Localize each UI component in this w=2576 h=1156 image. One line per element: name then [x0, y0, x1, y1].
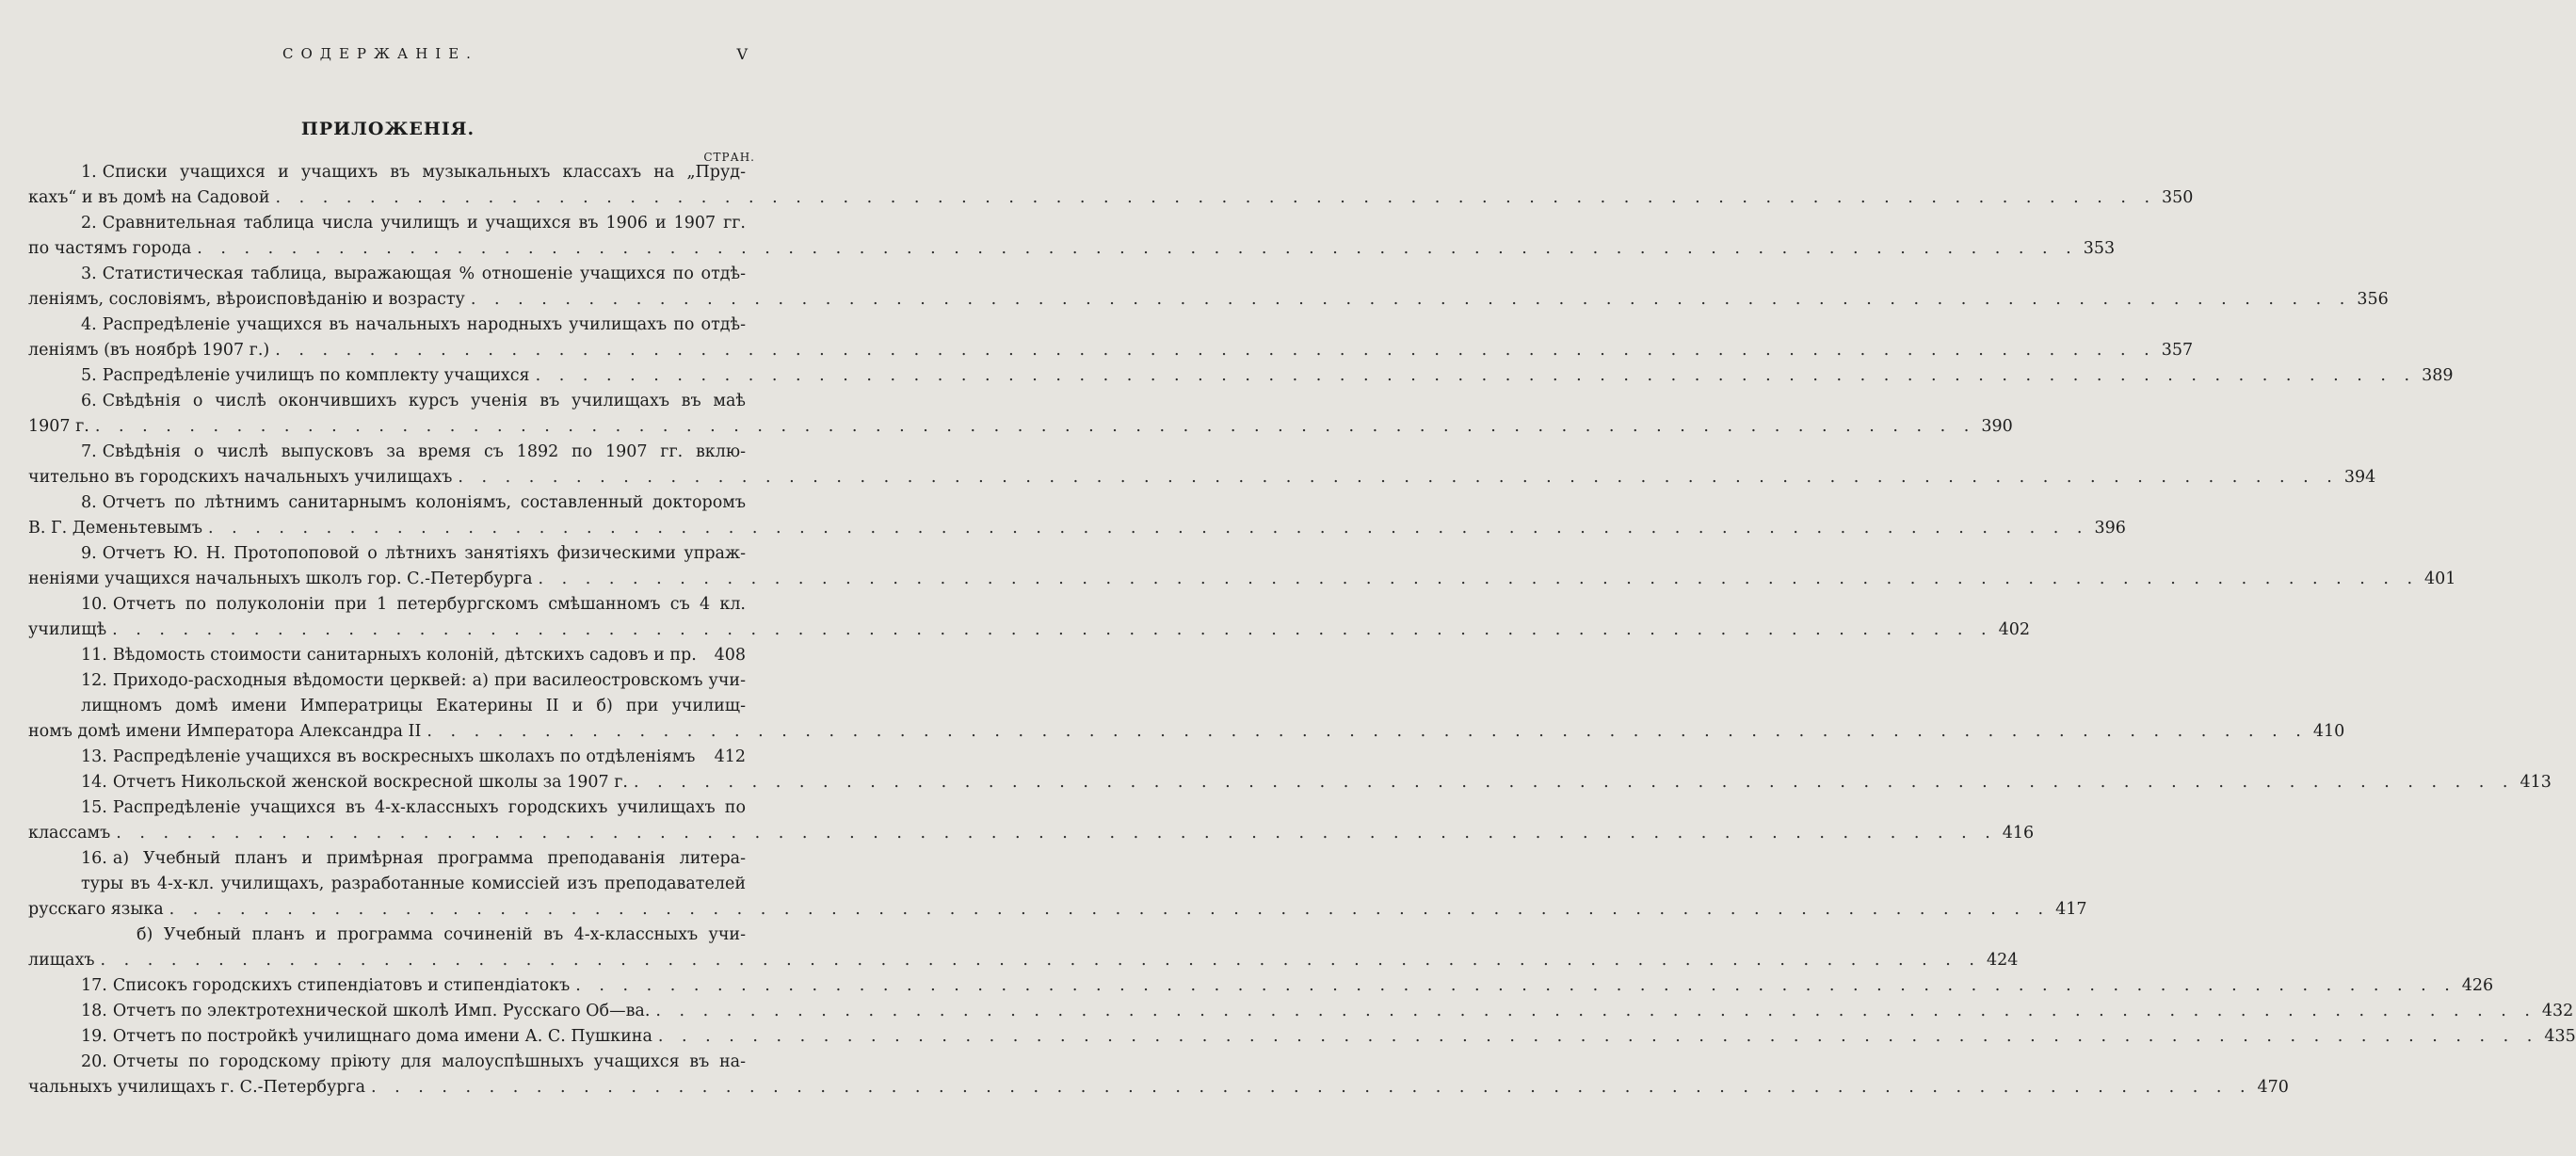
entry-last-text: В. Г. Деменьтевымъ [28, 519, 203, 538]
entry-text-line: 12. Приходо-расходныя вѣдомости церквей: а) при василеостровскомъ учи- [81, 671, 746, 690]
entry-last-line [28, 618, 2031, 643]
entry-number: 12. [81, 671, 107, 690]
entry-page-number: 426 [2461, 976, 2494, 995]
entry-last-text: классамъ [28, 824, 111, 843]
entry-last-line [28, 516, 2126, 541]
entry-page-number: 353 [2083, 239, 2116, 258]
table-of-contents [28, 160, 2576, 1100]
entry-text-line: 8. Отчетъ по лѣтнимъ санитарнымъ колоніямъ, составленный докторомъ [81, 493, 746, 512]
entry-last-line [28, 567, 2456, 592]
entry-last-line [28, 973, 2494, 999]
dot-leader: . . . . . . . . . . . . . . . . . . . . . . . . . . . . . . . . . . . . . . . . . . . . . . . . . . . . . . . . . . . . . . . . . . . . . . . . . . . . . . . . [116, 824, 1997, 843]
entry-text-line: 3. Статистическая таблица, выражающая % отношеніе учащихся по отдѣ- [81, 265, 746, 283]
entry-text-line: 6. Свѣдѣнія о числѣ окончившихъ курсъ ученія въ училищахъ въ маѣ [81, 392, 746, 410]
dot-leader: . . . . . . . . . . . . . . . . . . . . . . . . . . . . . . . . . . . . . . . . . . . . . . . . . . . . . . . . . . . . . . . . . . . . . . . . . . . . . . . . [427, 722, 2308, 741]
entry-last-text: русскаго языка [28, 900, 164, 919]
entry-number: 9. [81, 544, 97, 563]
dot-leader: . . . . . . . . . . . . . . . . . . . . . . . . . . . . . . . . . . . . . . . . . . . . . . . . . . . . . . . . . . . . . . . . . . . . . . . . . . . . . . . . [458, 468, 2339, 487]
entry-number: 4. [81, 315, 97, 334]
entry-page-number: 390 [1981, 417, 2013, 436]
entry-page-number: 389 [2422, 366, 2454, 385]
toc-entry [28, 1024, 2576, 1050]
entry-number: 2. [81, 214, 97, 233]
entry-text-line: 16. а) Учебный планъ и примѣрная программа преподаванія литера- [81, 849, 746, 868]
entry-page-number: 357 [2161, 341, 2194, 360]
toc-entry [28, 770, 2552, 795]
dot-leader: . . . . . . . . . . . . . . . . . . . . . . . . . . . . . . . . . . . . . . . . . . . . . . . . . . . . . . . . . . . . . . . . . . . . . . . . . . . . . . . . [112, 620, 1993, 639]
entry-last-text: 19. Отчетъ по постройкѣ училищнаго дома имени А. С. Пушкина [81, 1027, 652, 1046]
entry-last-line [28, 236, 2116, 262]
entry-number: 16. [81, 849, 107, 868]
entry-last-line [28, 643, 746, 668]
dot-leader: . . . . . . . . . . . . . . . . . . . . . . . . . . . . . . . . . . . . . . . . . . . . . . . . . . . . . . . . . . . . . . . . . . . . . . . . . . . . . . . . [371, 1078, 2252, 1097]
entry-number: 15. [81, 798, 107, 817]
toc-entry [28, 1050, 2289, 1100]
toc-entry [28, 846, 2087, 923]
entry-last-line [28, 1024, 2576, 1050]
dot-leader: . . . . . . . . . . . . . . . . . . . . . . . . . . . . . . . . . . . . . . . . . . . . . . . . . . . . . . . . . . . . . . . . . . . . . . . . . . . . . . . . [275, 188, 2157, 207]
entry-number: 5. [81, 366, 97, 385]
running-head [0, 45, 776, 68]
entry-last-line [28, 363, 2454, 389]
entry-last-text: чительно въ городскихъ начальныхъ училищахъ [28, 468, 453, 487]
entry-page-number: 402 [1998, 620, 2031, 639]
toc-entry [28, 541, 2456, 592]
entry-last-line [28, 287, 2389, 313]
entry-text-line: 10. Отчетъ по полуколоніи при 1 петербургскомъ смѣшанномъ съ 4 кл. [81, 595, 746, 614]
toc-entry [28, 389, 2013, 440]
entry-text-line: 4. Распредѣленіе учащихся въ начальныхъ народныхъ училищахъ по отдѣ- [81, 315, 746, 334]
toc-entry [28, 999, 2574, 1024]
entry-last-line [28, 948, 2019, 973]
page-column-label: СТРАН. [703, 151, 755, 164]
entry-number: 13. [81, 747, 107, 766]
toc-entry [28, 490, 2126, 541]
entry-last-line [28, 770, 2552, 795]
entry-number: 3. [81, 265, 97, 283]
entry-last-text: 18. Отчетъ по электротехнической школѣ Имп. Русскаго Об—ва. [81, 1002, 651, 1020]
entry-last-line [28, 719, 2345, 745]
toc-entry [28, 440, 2376, 490]
entry-page-number: 432 [2541, 1002, 2574, 1020]
entry-page-number: 424 [1986, 951, 2019, 970]
entry-page-number: 394 [2343, 468, 2376, 487]
entry-number: 18. [81, 1002, 107, 1020]
dot-leader: . . . . . . . . . . . . . . . . . . . . . . . . . . . . . . . . . . . . . . . . . . . . . . . . . . . . . . . . . . . . . . . . . . . . . . . . . . . . . . . . [208, 519, 2089, 538]
entry-text-line: 7. Свѣдѣнія о числѣ выпусковъ за время съ 1892 по 1907 гг. вклю- [81, 442, 746, 461]
dot-leader: . . . . . . . . . . . . . . . . . . . . . . . . . . . . . . . . . . . . . . . . . . . . . . . . . . . . . . . . . . . . . . . . . . . . . . . . . . . . . . . . [657, 1027, 2539, 1046]
entry-page-number: 401 [2424, 570, 2456, 588]
entry-number: 19. [81, 1027, 107, 1046]
dot-leader: . . . . . . . . . . . . . . . . . . . . . . . . . . . . . . . . . . . . . . . . . . . . . . . . . . . . . . . . . . . . . . . . . . . . . . . . . . . . . . . . [538, 570, 2420, 588]
entry-page-number: 410 [2312, 722, 2345, 741]
entry-text-line: 1. Списки учащихся и учащихъ въ музыкальныхъ классахъ на „Пруд- [81, 163, 746, 182]
dot-leader: . . . . . . . . . . . . . . . . . . . . . . . . . . . . . . . . . . . . . . . . . . . . . . . . . . . . . . . . . . . . . . . . . . . . . . . . . . . . . . . . [470, 290, 2352, 309]
entry-last-text: неніями учащихся начальныхъ школъ гор. С.-Петербурга [28, 570, 533, 588]
dot-leader: . . . . . . . . . . . . . . . . . . . . . . . . . . . . . . . . . . . . . . . . . . . . . . . . . . . . . . . . . . . . . . . . . . . . . . . . . . . . . . . . [655, 1002, 2536, 1020]
entry-last-text: 17. Списокъ городскихъ стипендіатовъ и стипендіатокъ [81, 976, 571, 995]
entry-last-line [28, 1075, 2289, 1100]
toc-entry [28, 745, 746, 770]
toc-entry [28, 973, 2494, 999]
entry-last-text: 11. Вѣдомость стоимости санитарныхъ колоній, дѣтскихъ садовъ и пр. [81, 646, 697, 665]
entry-last-line [28, 745, 746, 770]
toc-entry [28, 643, 746, 668]
entry-number: 17. [81, 976, 107, 995]
entry-number: 7. [81, 442, 97, 461]
dot-leader: . . . . . . . . . . . . . . . . . . . . . . . . . . . . . . . . . . . . . . . . . . . . . . . . . . . . . . . . . . . . . . . . . . . . . . . . . . . . . . . . [535, 366, 2417, 385]
entry-last-text: леніямъ, сословіямъ, вѣроисповѣданію и возрасту [28, 290, 465, 309]
entry-last-text: 1907 г. [28, 417, 89, 436]
entry-text-line: 9. Отчетъ Ю. Н. Протопоповой о лѣтнихъ занятіяхъ физическими упраж- [81, 544, 746, 563]
entry-last-text: училищѣ [28, 620, 107, 639]
entry-last-text: лищахъ [28, 951, 95, 970]
entry-last-text: номъ домѣ имени Императора Александра II [28, 722, 422, 741]
entry-last-text: леніямъ (въ ноябрѣ 1907 г.) [28, 341, 270, 360]
dot-leader [700, 745, 702, 770]
entry-text-line: 2. Сравнительная таблица числа училищъ и учащихся въ 1906 и 1907 гг. [81, 214, 746, 233]
entry-text-line: 20. Отчеты по городскому пріюту для малоуспѣшныхъ учащихся въ на- [81, 1052, 746, 1071]
toc-entry [28, 795, 2035, 846]
entry-page-number: 435 [2544, 1027, 2576, 1046]
entry-number: 1. [81, 163, 97, 182]
dot-leader: . . . . . . . . . . . . . . . . . . . . . . . . . . . . . . . . . . . . . . . . . . . . . . . . . . . . . . . . . . . . . . . . . . . . . . . . . . . . . . . . [100, 951, 1981, 970]
entry-page-number: 396 [2094, 519, 2126, 538]
entry-last-text: по частямъ города [28, 239, 192, 258]
dot-leader: . . . . . . . . . . . . . . . . . . . . . . . . . . . . . . . . . . . . . . . . . . . . . . . . . . . . . . . . . . . . . . . . . . . . . . . . . . . . . . . . [275, 341, 2156, 360]
entry-number: 14. [81, 773, 107, 792]
entry-text-line: лищномъ домѣ имени Императрицы Екатерины II и б) при училищ- [81, 697, 746, 715]
entry-last-text: 5. Распредѣленіе училищъ по комплекту учащихся [81, 366, 530, 385]
toc-entry [28, 592, 2031, 643]
entry-last-line [28, 414, 2013, 440]
dot-leader: . . . . . . . . . . . . . . . . . . . . . . . . . . . . . . . . . . . . . . . . . . . . . . . . . . . . . . . . . . . . . . . . . . . . . . . . . . . . . . . . [94, 417, 1976, 436]
running-title: СОДЕРЖАНІЕ. [282, 45, 478, 62]
entry-number: 6. [81, 392, 97, 410]
entry-last-line [28, 185, 2194, 211]
dot-leader: . . . . . . . . . . . . . . . . . . . . . . . . . . . . . . . . . . . . . . . . . . . . . . . . . . . . . . . . . . . . . . . . . . . . . . . . . . . . . . . . [633, 773, 2515, 792]
entry-number: 10. [81, 595, 107, 614]
toc-entry [28, 668, 2345, 745]
entry-text-line: б) Учебный планъ и программа сочиненій въ 4-х-классныхъ учи- [137, 925, 746, 944]
entry-last-text: чальныхъ училищахъ г. С.-Петербурга [28, 1078, 366, 1097]
dot-leader: . . . . . . . . . . . . . . . . . . . . . . . . . . . . . . . . . . . . . . . . . . . . . . . . . . . . . . . . . . . . . . . . . . . . . . . . . . . . . . . . [197, 239, 2078, 258]
dot-leader: . . . . . . . . . . . . . . . . . . . . . . . . . . . . . . . . . . . . . . . . . . . . . . . . . . . . . . . . . . . . . . . . . . . . . . . . . . . . . . . . [169, 900, 2051, 919]
entry-text-line: туры въ 4-х-кл. училищахъ, разработанные комиссіей изъ преподавателей [81, 875, 746, 893]
toc-entry [28, 923, 2019, 973]
toc-entry [28, 363, 2454, 389]
page-number: V [736, 45, 748, 63]
toc-entry [28, 262, 2389, 313]
entry-page-number: 356 [2357, 290, 2389, 309]
entry-page-number: 413 [2520, 773, 2552, 792]
entry-page-number: 417 [2055, 900, 2087, 919]
entry-last-line [28, 338, 2194, 363]
entry-last-line [28, 821, 2035, 846]
entry-page-number: 350 [2162, 188, 2194, 207]
entry-number: 11. [81, 646, 107, 665]
section-title: ПРИЛОЖЕНІЯ. [300, 119, 475, 139]
entry-last-line [28, 465, 2376, 490]
toc-entry [28, 160, 2194, 211]
entry-page-number: 412 [714, 747, 746, 766]
entry-number: 8. [81, 493, 97, 512]
entry-last-text: кахъ“ и въ домѣ на Садовой [28, 188, 270, 207]
entry-last-text: 13. Распредѣленіе учащихся въ воскресныхъ школахъ по отдѣленіямъ [81, 747, 696, 766]
dot-leader: . . . . . . . . . . . . . . . . . . . . . . . . . . . . . . . . . . . . . . . . . . . . . . . . . . . . . . . . . . . . . . . . . . . . . . . . . . . . . . . . [575, 976, 2456, 995]
entry-page-number: 470 [2257, 1078, 2289, 1097]
entry-last-text: 14. Отчетъ Никольской женской воскресной школы за 1907 г. [81, 773, 628, 792]
entry-number: 20. [81, 1052, 107, 1071]
toc-entry [28, 313, 2194, 363]
entry-text-line: 15. Распредѣленіе учащихся въ 4-х-классныхъ городскихъ училищахъ по [81, 798, 746, 817]
entry-page-number: 408 [714, 646, 746, 665]
entry-last-line [28, 999, 2574, 1024]
entry-page-number: 416 [2002, 824, 2035, 843]
toc-entry [28, 211, 2116, 262]
entry-last-line [28, 897, 2087, 923]
